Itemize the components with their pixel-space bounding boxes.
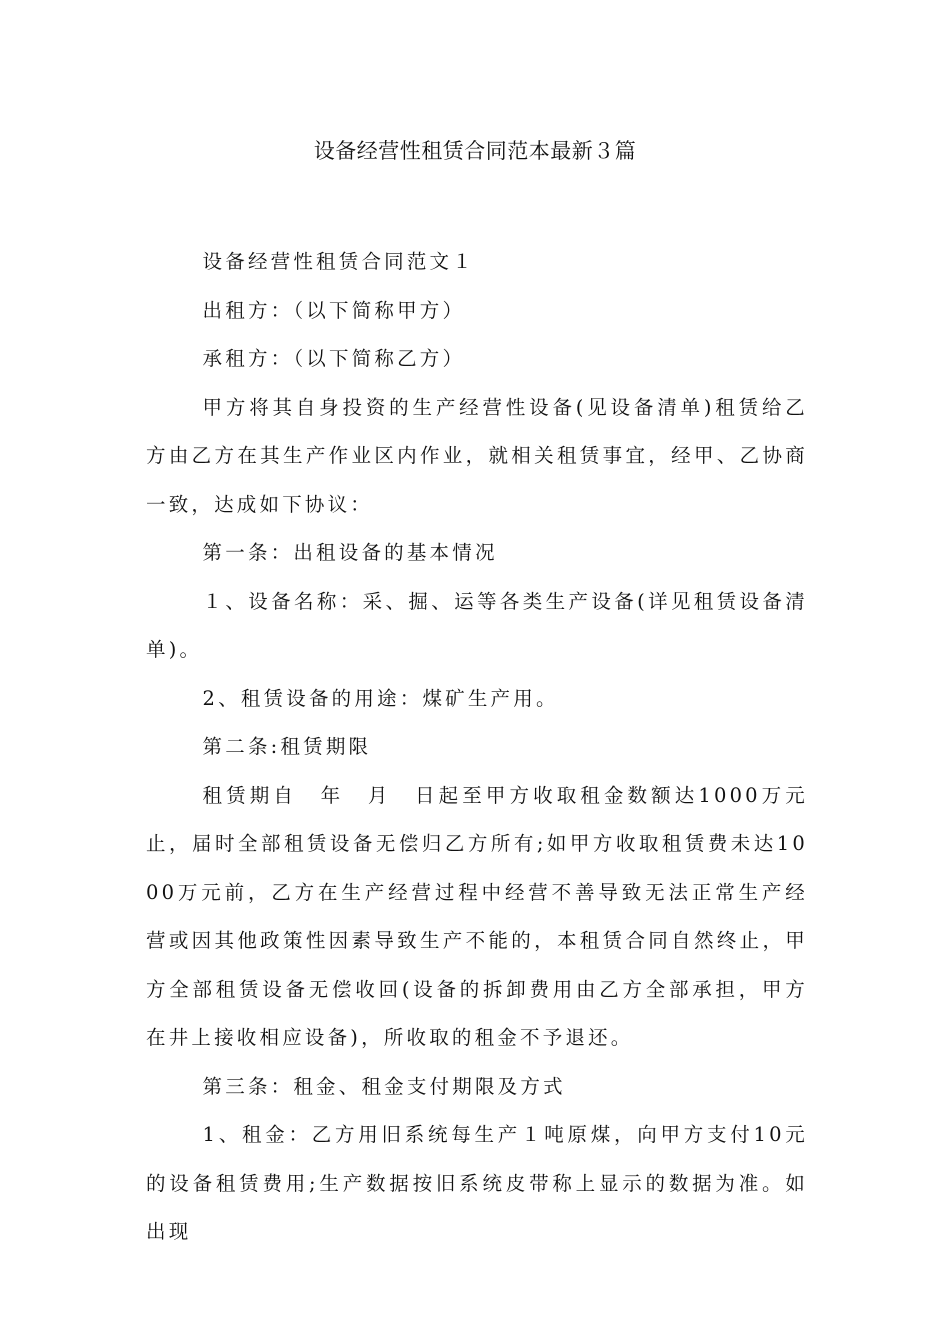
document-title: 设备经营性租赁合同范本最新３篇 [313,139,637,163]
article-3-heading: 第三条：租金、租金支付期限及方式 [202,1074,566,1098]
article-2-paragraph: 租赁期自 年 月 日起至甲方收取租金数额达1000万元止，届时全部租赁设备无偿归乙方所有;如甲方收取租赁费未达1000万元前，乙方在生产经营过程中经营不善导致无法正常生产经营或因其他政策性因素导致生产不能的，本租赁合同自然终止，甲方全部租赁设备无偿收回(设备的拆卸费用由乙方全部承担，甲方在井上接收相应设备)，所收取的租金不予退还。 [146,783,808,1049]
lessee-line: 承租方：（以下简称乙方） [202,347,466,370]
article-1-item-2: 2、租赁设备的用途：煤矿生产用。 [202,686,559,710]
lessor-line: 出租方：（以下简称甲方） [202,298,466,322]
document-body [146,238,808,1257]
article-1-heading: 第一条：出租设备的基本情况 [202,541,498,564]
contract-heading: 设备经营性租赁合同范文１ [202,250,475,273]
preamble-paragraph: 甲方将其自身投资的生产经营性设备(见设备清单)租赁给乙方由乙方在其生产作业区内作业，就相关租赁事宜，经甲、乙协商一致，达成如下协议： [146,395,808,516]
article-1-item-1: １、设备名称：采、掘、运等各类生产设备(详见租赁设备清单)。 [146,589,808,661]
article-3-item-1: 1、租金：乙方用旧系统每生产１吨原煤，向甲方支付10元的设备租赁费用;生产数据按旧系统皮带称上显示的数据为准。如出现 [146,1123,808,1243]
article-2-heading: 第二条:租赁期限 [202,735,372,758]
